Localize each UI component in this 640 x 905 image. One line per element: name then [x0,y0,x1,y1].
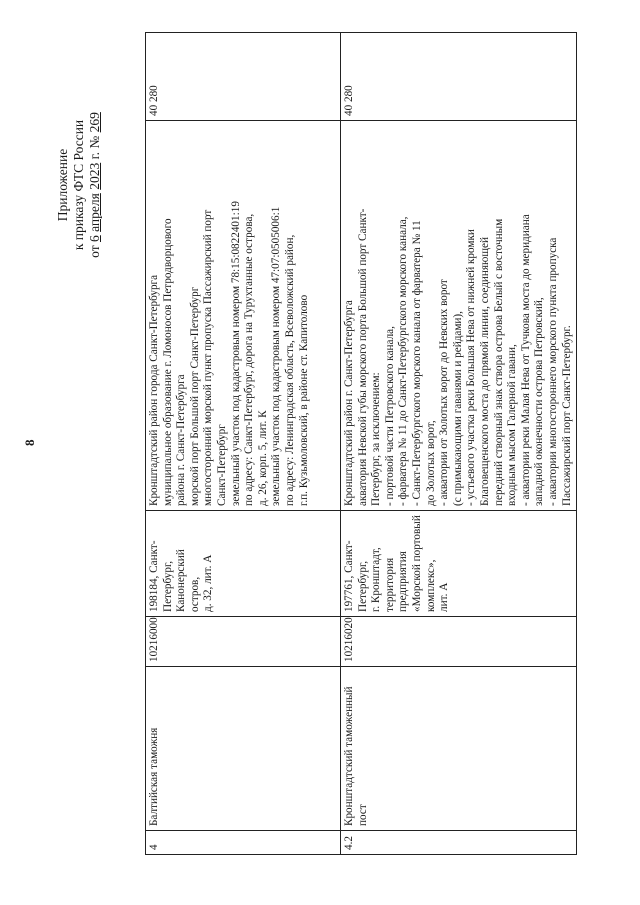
desc-line: западной оконечности острова Петровский, [533,297,546,506]
page-number: 8 [22,439,37,446]
date-prefix: от [87,245,102,258]
desc-line: - Санкт-Петербургского морского канала от фарватера № 11 [410,220,423,506]
address-line: г. Кронштадт, [370,547,383,612]
customs-address [341,511,577,617]
desc-line: - акватории реки Малая Нева от Тучкова моста до меридиана [519,214,532,506]
address-line: 198184, Санкт- [148,540,160,612]
appendix-order-ref: к приказу ФТС России [71,119,86,251]
desc-line: земельный участок под кадастровым номером 78:15:0822401:19 [229,201,242,506]
address-line: Петербург, [356,560,369,612]
desc-line: Санкт-Петербург [215,424,228,506]
zone-description [146,121,341,511]
address-line: территория [383,557,396,612]
date-day: 6 [87,235,102,243]
desc-line: входным мысом Галерной гавани, [506,344,519,506]
desc-line: акватория Невской губы морского порта Большой порт Санкт- [356,208,369,506]
appendix-date-line [87,105,103,265]
desc-line: (с примыкающими гаванями и рейдами), [451,311,464,506]
order-number: 269 [87,112,102,133]
desc-line: - устьевого участка реки Большая Нева от нижней кромки [465,229,478,506]
address-line: Канонерский остров, [175,549,201,612]
row-value: 40 280 [146,33,341,121]
desc-line: муниципальное образование г. Ломоносов Петродворцового [161,218,174,506]
address-line: д. 32, лит. А [202,554,215,612]
desc-line: Пассажирский порт Санкт-Петербург. [560,325,573,506]
desc-line: Петербург, за исключением: [370,372,383,506]
desc-line: передний створный знак створа острова Белый с восточным [492,218,505,506]
desc-line: - акватории от Золотых ворот до Невских ворот [438,279,451,506]
desc-line: г.п. Кузьмоловский, в районе ст. Капитолово [297,294,310,506]
customs-name: Балтийская таможня [146,667,341,831]
customs-name: Кронштадтский таможенный пост [341,667,577,831]
date-year: 2023 [87,162,102,190]
desc-line: многосторонний морской пункт пропуска Пассажирский порт [202,209,215,506]
address-line: предприятия [397,551,410,612]
date-year-suffix: г. [87,152,102,160]
desc-line: по адресу: Санкт-Петербург, дорога на Турухтанные острова, [243,213,256,506]
customs-code: 10216000 [146,617,341,667]
desc-line: - акватории многостороннего морского пункта пропуска [546,237,559,506]
appendix-title: Приложение [55,148,70,222]
customs-table [145,32,577,855]
appendix-header [55,105,103,265]
desc-line: до Золотых ворот, [424,420,437,506]
address-line: комплекс», [424,559,437,612]
address-line: «Морской портовый [410,515,423,612]
date-month: апреля [87,193,102,232]
desc-line: по адресу: Ленинградская область, Всеволожский район, [283,234,296,506]
zone-description [341,121,577,511]
table-row [146,33,341,855]
desc-line: Кронштадтский район г. Санкт-Петербурга [343,300,355,506]
address-line: Петербург, [161,560,174,612]
desc-line: района г. Санкт-Петербурга [175,374,188,506]
address-line: 197761, Санкт- [343,540,355,612]
address-line: лит. А [438,582,451,612]
customs-address [146,511,341,617]
desc-line: д. 26, корп. 5, лит. К [256,410,269,506]
number-sign: № [87,135,102,149]
table-row [341,33,577,855]
row-number: 4 [146,831,341,855]
desc-line: - фарватера № 11 до Санкт-Петербургского морского канала, [397,216,410,506]
desc-line: земельный участок под кадастровым номером 47:07:0505006:1 [270,206,283,506]
desc-line: Благовещенского моста до прямой линии, соединяющей [478,237,491,506]
desc-line: Кронштадтский район города Санкт-Петербурга [148,274,160,506]
row-value: 40 280 [341,33,577,121]
customs-code: 10216020 [341,617,577,667]
desc-line: морской порт Большой порт Санкт-Петербург [188,286,201,506]
desc-line: - портовой части Петровского канала, [383,326,396,506]
row-number: 4.2 [341,831,577,855]
